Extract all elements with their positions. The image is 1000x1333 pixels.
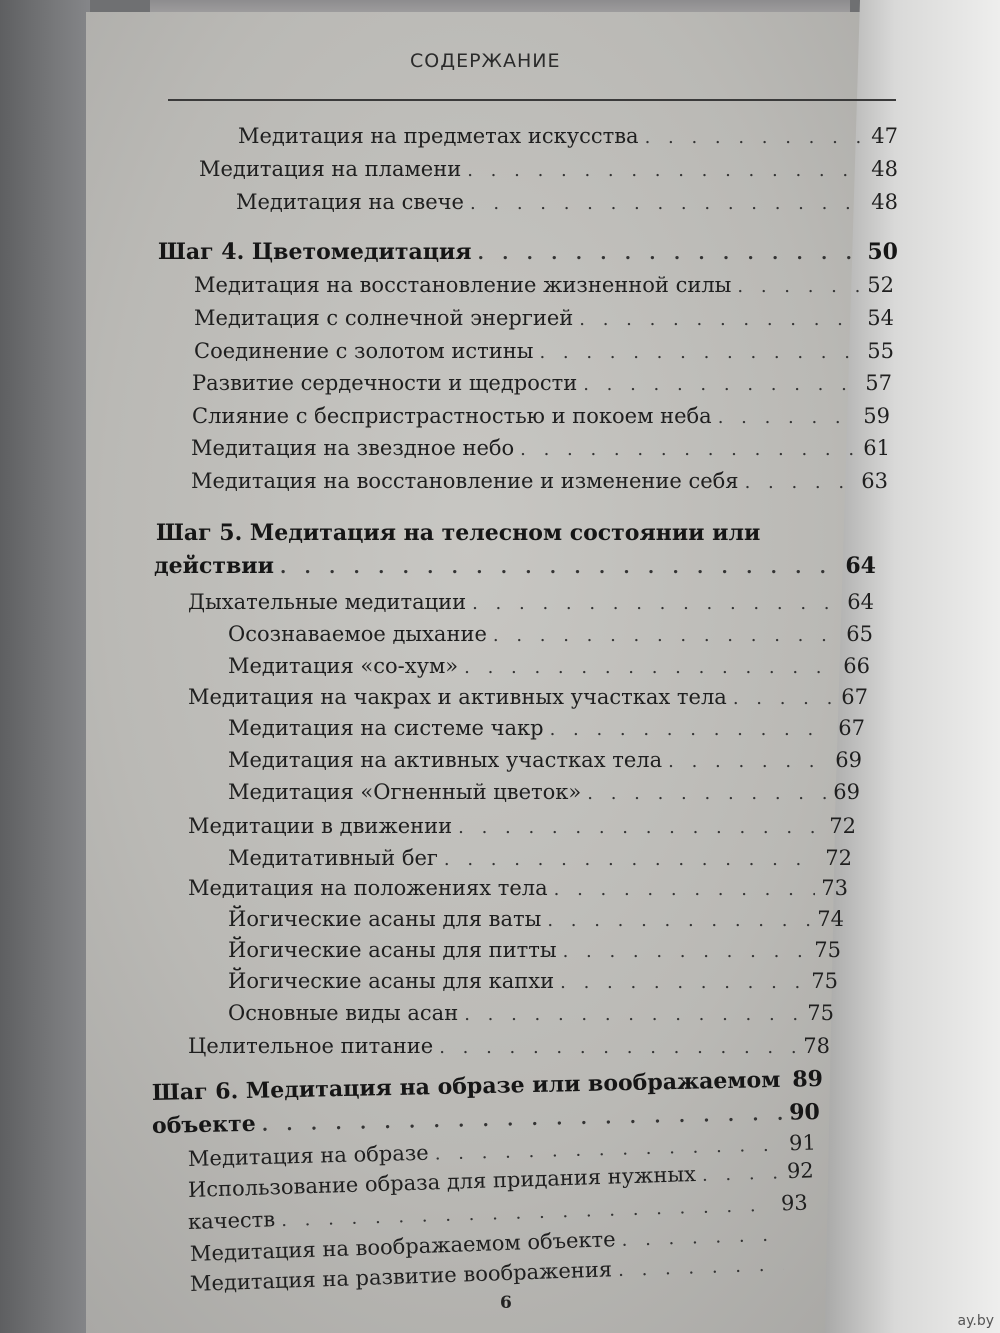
toc-entry: Медитация на развитие воображения . . . — [190, 1251, 790, 1296]
toc-chapter: Шаг 5. Медитация на телесном состоянии или — [156, 520, 761, 546]
toc-entry: Медитация на восстановление жизненной силы . . . 52 — [194, 273, 894, 297]
toc-chapter: объекте . . . 90 — [152, 1099, 820, 1139]
toc-entry: Осознаваемое дыхание . . . 65 — [228, 622, 873, 646]
toc-entry: Медитация на свече . . . 48 — [236, 190, 898, 214]
toc-entry: Медитативный бег . . . 72 — [228, 846, 852, 870]
toc-entry: Основные виды асан . . . 75 — [228, 1001, 834, 1025]
toc-entry: Медитация на предметах искусства . . . 47 — [238, 124, 898, 148]
watermark: ay.by — [957, 1313, 994, 1329]
toc-entry: Дыхательные медитации . . . 64 — [188, 590, 874, 614]
toc-chapter: действии . . . 64 — [154, 553, 876, 579]
header-rule — [168, 99, 896, 101]
toc-entry: Медитация на образе . . . 91 — [188, 1131, 816, 1171]
toc-entry: Использование образа для придания нужных . . . 92 — [188, 1158, 814, 1202]
toc-entry: Медитация на восстановление и изменение себя . . . 63 — [191, 469, 888, 493]
toc-entry: Медитация «со-хум» . . . 66 — [228, 654, 870, 678]
toc-entry: Медитация на чакрах и активных участках тела . . . 67 — [188, 685, 868, 709]
toc-entry: качеств . . . 93 — [188, 1191, 808, 1234]
toc-entry: Медитация на пламени . . . 48 — [199, 157, 898, 181]
toc-entry: Йогические асаны для питты . . . 75 — [228, 938, 841, 962]
page-header: СОДЕРЖАНИЕ — [410, 50, 561, 72]
toc-entry: Медитация на активных участках тела . . . 69 — [228, 748, 862, 772]
toc-entry: Медитация на звездное небо . . . 61 — [191, 436, 890, 460]
toc-entry: Медитация на положениях тела . . . 73 — [188, 876, 848, 900]
toc-chapter: Шаг 6. Медитация на образе или воображаемом . . . 89 — [152, 1066, 822, 1106]
toc-entry: Целительное питание . . . 78 — [188, 1034, 830, 1058]
toc-entry: Развитие сердечности и щедрости . . . 57 — [192, 371, 892, 395]
background-left — [0, 0, 90, 1333]
toc-entry: Медитация «Огненный цветок» . . . 69 — [228, 780, 860, 804]
toc-entry: Йогические асаны для ваты . . . 74 — [228, 907, 844, 931]
toc-entry: Соединение с золотом истины . . . 55 — [194, 339, 894, 363]
toc-entry: Медитация с солнечной энергией . . . 54 — [194, 306, 894, 330]
toc-entry: Йогические асаны для капхи . . . 75 — [228, 969, 838, 993]
page-number: 6 — [500, 1293, 512, 1313]
toc-entry: Медитации в движении . . . 72 — [188, 814, 856, 838]
toc-chapter: Шаг 4. Цветомедитация . . . 50 — [158, 239, 898, 265]
toc-entry: Медитация на системе чакр . . . 67 — [228, 716, 865, 740]
toc-entry: Слияние с беспристрастностью и покоем неба . . . 59 — [192, 404, 890, 428]
toc-entry: Медитация на воображаемом объекте . . . — [190, 1221, 790, 1266]
